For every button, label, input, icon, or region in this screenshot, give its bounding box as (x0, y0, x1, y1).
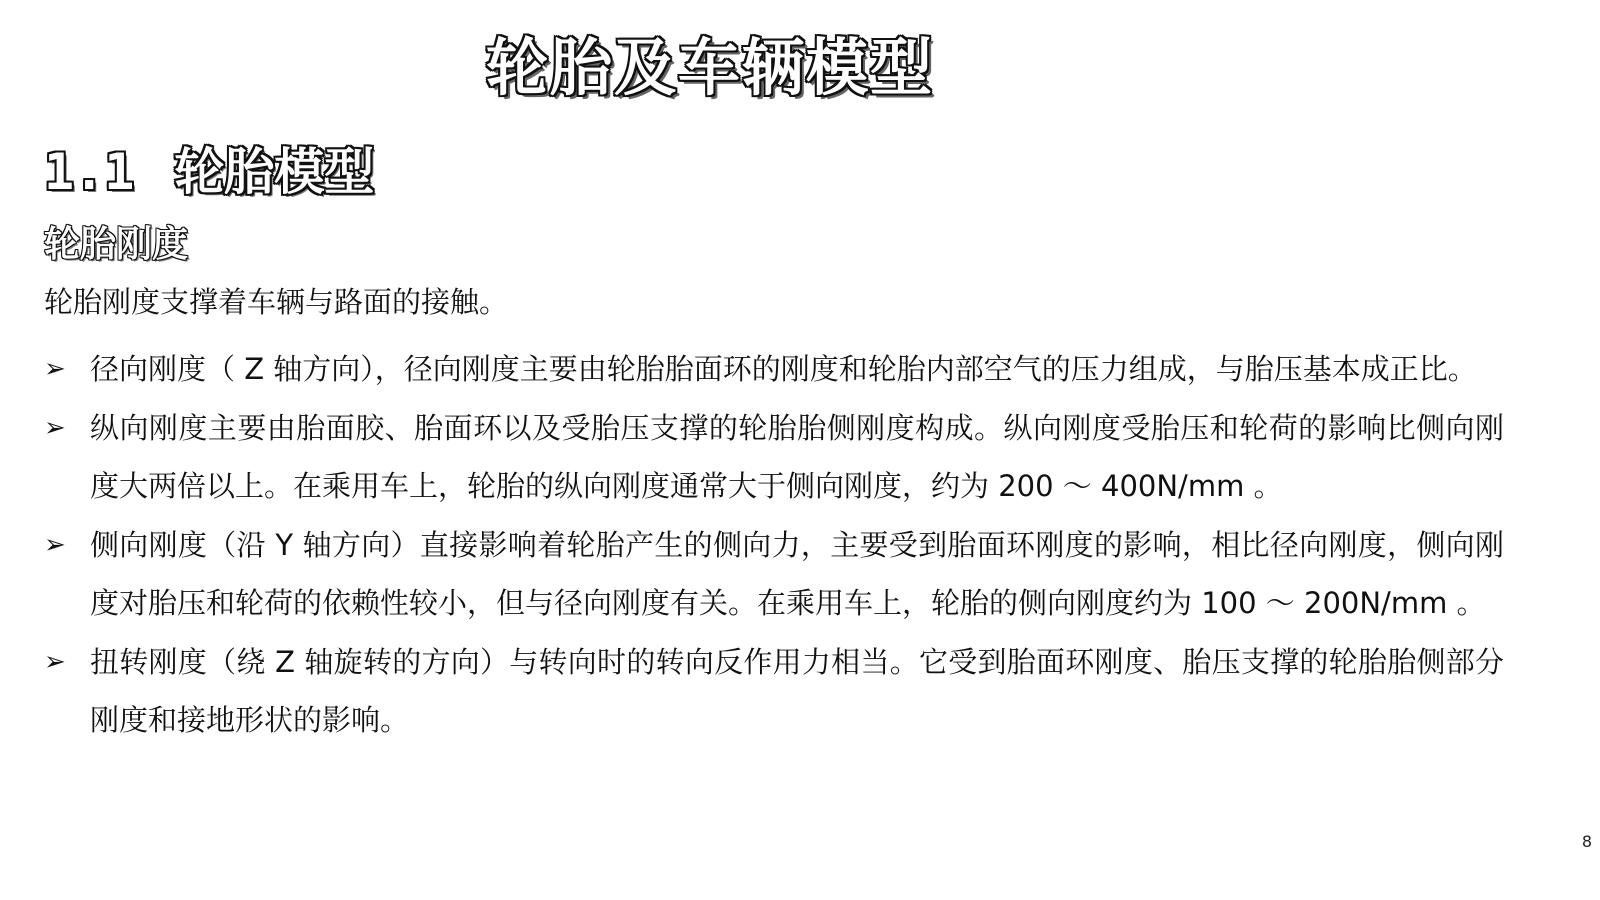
arrow-bullet-icon: ➢ (44, 529, 66, 560)
arrow-bullet-icon: ➢ (44, 412, 66, 443)
section-heading (44, 132, 374, 204)
arrow-bullet-icon: ➢ (44, 354, 66, 384)
bullet-item-lateral (44, 516, 1504, 633)
subsection-heading: 轮胎刚度 (44, 224, 189, 265)
intro-paragraph: 轮胎刚度支撑着车辆与路面的接触。 (44, 285, 509, 319)
bullet-list (44, 340, 1504, 750)
page-title: 轮胎及车辆模型 (485, 31, 934, 104)
section-title: 轮胎模型 (174, 143, 375, 201)
page-number: 8 (1581, 832, 1592, 851)
bullet-item-longitudinal (44, 399, 1504, 516)
arrow-bullet-icon: ➢ (44, 646, 66, 677)
section-number: 1.1 (44, 143, 135, 201)
bullet-text: 侧向刚度（沿 Y 轴方向）直接影响着轮胎产生的侧向力，主要受到胎面环刚度的影响，相比径向刚度，侧向刚度对胎压和轮荷的依赖性较小，但与径向刚度有关。在乘用车上，轮胎的侧向刚度约为 100 ～ 200N/mm 。 (90, 527, 1504, 620)
bullet-text: 径向刚度（ Z 轴方向），径向刚度主要由轮胎胎面环的刚度和轮胎内部空气的压力组成，与胎压基本成正比。 (90, 352, 1477, 386)
bullet-item-radial (44, 340, 1504, 399)
bullet-item-torsional (44, 633, 1504, 750)
bullet-text: 纵向刚度主要由胎面胶、胎面环以及受胎压支撑的轮胎胎侧刚度构成。纵向刚度受胎压和轮荷的影响比侧向刚度大两倍以上。在乘用车上，轮胎的纵向刚度通常大于侧向刚度，约为 200 ～ 400N/mm 。 (90, 410, 1504, 503)
bullet-text: 扭转刚度（绕 Z 轴旋转的方向）与转向时的转向反作用力相当。它受到胎面环刚度、胎压支撑的轮胎胎侧部分刚度和接地形状的影响。 (90, 644, 1504, 737)
